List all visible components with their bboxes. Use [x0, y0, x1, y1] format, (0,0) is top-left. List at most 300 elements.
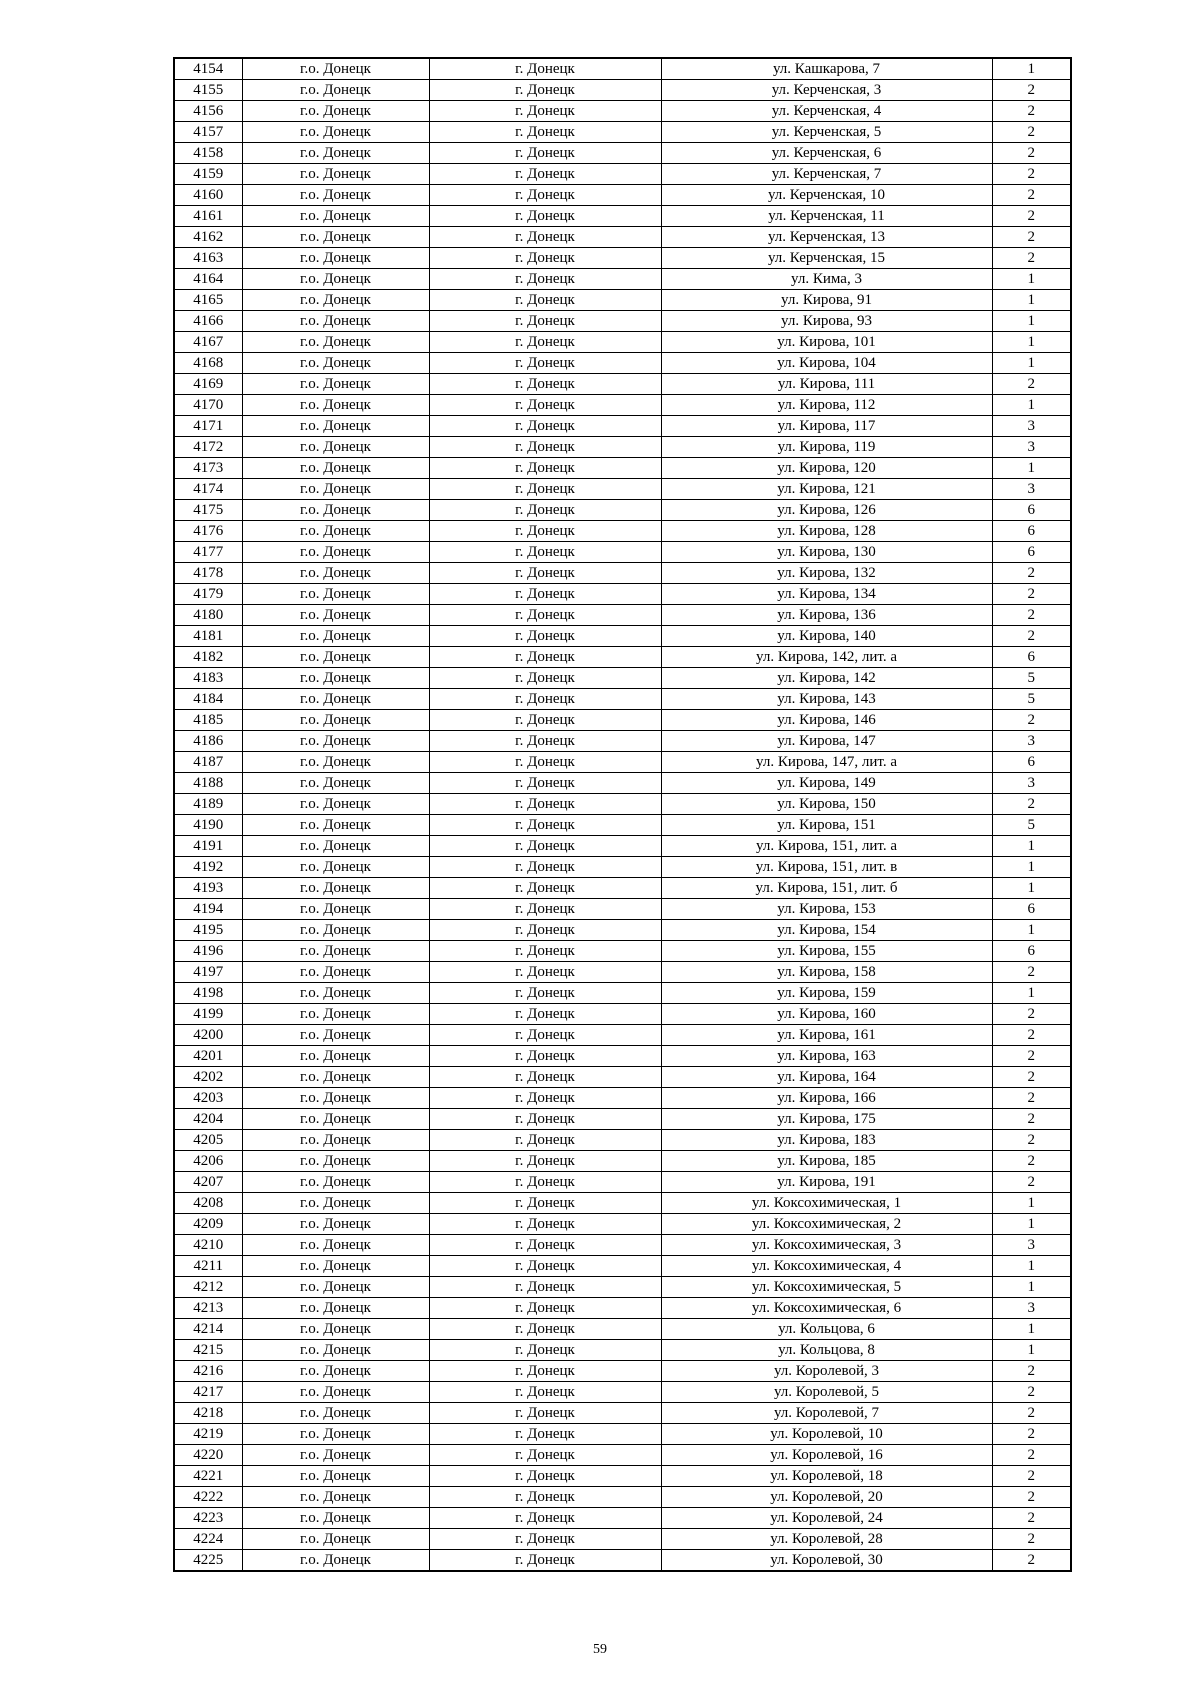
row-number-cell: 4199	[174, 1004, 242, 1025]
count-cell: 2	[992, 101, 1071, 122]
address-cell: ул. Королевой, 28	[661, 1529, 992, 1550]
city-cell: г. Донецк	[429, 1298, 661, 1319]
address-cell: ул. Кима, 3	[661, 269, 992, 290]
district-cell: г.о. Донецк	[242, 542, 429, 563]
address-cell: ул. Кирова, 151, лит. б	[661, 878, 992, 899]
table-row	[174, 752, 1071, 773]
address-cell: ул. Кольцова, 6	[661, 1319, 992, 1340]
count-cell: 3	[992, 437, 1071, 458]
address-cell: ул. Кирова, 117	[661, 416, 992, 437]
table-row	[174, 332, 1071, 353]
row-number-cell: 4161	[174, 206, 242, 227]
row-number-cell: 4158	[174, 143, 242, 164]
city-cell: г. Донецк	[429, 206, 661, 227]
address-cell: ул. Кирова, 91	[661, 290, 992, 311]
count-cell: 2	[992, 248, 1071, 269]
count-cell: 2	[992, 1004, 1071, 1025]
city-cell: г. Донецк	[429, 1193, 661, 1214]
address-cell: ул. Кирова, 101	[661, 332, 992, 353]
city-cell: г. Донецк	[429, 920, 661, 941]
count-cell: 2	[992, 185, 1071, 206]
city-cell: г. Донецк	[429, 185, 661, 206]
count-cell: 1	[992, 983, 1071, 1004]
address-cell: ул. Королевой, 5	[661, 1382, 992, 1403]
row-number-cell: 4172	[174, 437, 242, 458]
city-cell: г. Донецк	[429, 1382, 661, 1403]
city-cell: г. Донецк	[429, 647, 661, 668]
address-cell: ул. Кирова, 153	[661, 899, 992, 920]
count-cell: 2	[992, 143, 1071, 164]
address-cell: ул. Кирова, 136	[661, 605, 992, 626]
city-cell: г. Донецк	[429, 1340, 661, 1361]
address-cell: ул. Королевой, 3	[661, 1361, 992, 1382]
row-number-cell: 4177	[174, 542, 242, 563]
count-cell: 2	[992, 962, 1071, 983]
table-row	[174, 689, 1071, 710]
row-number-cell: 4216	[174, 1361, 242, 1382]
count-cell: 3	[992, 731, 1071, 752]
address-cell: ул. Кирова, 150	[661, 794, 992, 815]
district-cell: г.о. Донецк	[242, 1487, 429, 1508]
address-cell: ул. Коксохимическая, 5	[661, 1277, 992, 1298]
district-cell: г.о. Донецк	[242, 584, 429, 605]
row-number-cell: 4205	[174, 1130, 242, 1151]
city-cell: г. Донецк	[429, 374, 661, 395]
city-cell: г. Донецк	[429, 857, 661, 878]
district-cell: г.о. Донецк	[242, 878, 429, 899]
address-cell: ул. Кирова, 142, лит. а	[661, 647, 992, 668]
row-number-cell: 4208	[174, 1193, 242, 1214]
district-cell: г.о. Донецк	[242, 395, 429, 416]
district-cell: г.о. Донецк	[242, 458, 429, 479]
table-row	[174, 101, 1071, 122]
row-number-cell: 4206	[174, 1151, 242, 1172]
city-cell: г. Донецк	[429, 122, 661, 143]
city-cell: г. Донецк	[429, 878, 661, 899]
table-row	[174, 1004, 1071, 1025]
table-row	[174, 962, 1071, 983]
count-cell: 6	[992, 521, 1071, 542]
district-cell: г.о. Донецк	[242, 1193, 429, 1214]
address-cell: ул. Королевой, 10	[661, 1424, 992, 1445]
district-cell: г.о. Донецк	[242, 248, 429, 269]
table-row	[174, 1340, 1071, 1361]
city-cell: г. Донецк	[429, 752, 661, 773]
district-cell: г.о. Донецк	[242, 731, 429, 752]
city-cell: г. Донецк	[429, 941, 661, 962]
count-cell: 1	[992, 1193, 1071, 1214]
district-cell: г.о. Донецк	[242, 647, 429, 668]
row-number-cell: 4186	[174, 731, 242, 752]
city-cell: г. Донецк	[429, 1277, 661, 1298]
district-cell: г.о. Донецк	[242, 920, 429, 941]
address-cell: ул. Кирова, 154	[661, 920, 992, 941]
table-row	[174, 1298, 1071, 1319]
row-number-cell: 4173	[174, 458, 242, 479]
count-cell: 1	[992, 857, 1071, 878]
table-row	[174, 416, 1071, 437]
row-number-cell: 4165	[174, 290, 242, 311]
address-cell: ул. Кирова, 146	[661, 710, 992, 731]
count-cell: 2	[992, 206, 1071, 227]
district-cell: г.о. Донецк	[242, 941, 429, 962]
district-cell: г.о. Донецк	[242, 290, 429, 311]
row-number-cell: 4193	[174, 878, 242, 899]
table-row	[174, 458, 1071, 479]
address-cell: ул. Кирова, 132	[661, 563, 992, 584]
city-cell: г. Донецк	[429, 416, 661, 437]
city-cell: г. Донецк	[429, 1067, 661, 1088]
row-number-cell: 4220	[174, 1445, 242, 1466]
count-cell: 2	[992, 164, 1071, 185]
city-cell: г. Донецк	[429, 290, 661, 311]
address-cell: ул. Кирова, 185	[661, 1151, 992, 1172]
count-cell: 6	[992, 500, 1071, 521]
count-cell: 2	[992, 122, 1071, 143]
city-cell: г. Донецк	[429, 437, 661, 458]
page-number: 59	[593, 1642, 607, 1657]
district-cell: г.о. Донецк	[242, 1088, 429, 1109]
city-cell: г. Донецк	[429, 1256, 661, 1277]
district-cell: г.о. Донецк	[242, 710, 429, 731]
address-cell: ул. Кирова, 134	[661, 584, 992, 605]
count-cell: 1	[992, 458, 1071, 479]
address-cell: ул. Кирова, 112	[661, 395, 992, 416]
row-number-cell: 4155	[174, 80, 242, 101]
district-cell: г.о. Донецк	[242, 374, 429, 395]
city-cell: г. Донецк	[429, 626, 661, 647]
city-cell: г. Донецк	[429, 1424, 661, 1445]
address-cell: ул. Коксохимическая, 3	[661, 1235, 992, 1256]
city-cell: г. Донецк	[429, 143, 661, 164]
row-number-cell: 4187	[174, 752, 242, 773]
district-cell: г.о. Донецк	[242, 1319, 429, 1340]
table-row	[174, 1067, 1071, 1088]
count-cell: 2	[992, 1382, 1071, 1403]
city-cell: г. Донецк	[429, 1319, 661, 1340]
address-cell: ул. Коксохимическая, 4	[661, 1256, 992, 1277]
row-number-cell: 4169	[174, 374, 242, 395]
table-row	[174, 1382, 1071, 1403]
count-cell: 2	[992, 1529, 1071, 1550]
city-cell: г. Донецк	[429, 1403, 661, 1424]
table-row	[174, 1130, 1071, 1151]
table-row	[174, 878, 1071, 899]
city-cell: г. Донецк	[429, 1487, 661, 1508]
address-cell: ул. Кирова, 183	[661, 1130, 992, 1151]
address-cell: ул. Кирова, 163	[661, 1046, 992, 1067]
count-cell: 6	[992, 542, 1071, 563]
city-cell: г. Донецк	[429, 983, 661, 1004]
row-number-cell: 4167	[174, 332, 242, 353]
table-row	[174, 1529, 1071, 1550]
table-row	[174, 1025, 1071, 1046]
city-cell: г. Донецк	[429, 311, 661, 332]
row-number-cell: 4189	[174, 794, 242, 815]
city-cell: г. Донецк	[429, 1361, 661, 1382]
row-number-cell: 4192	[174, 857, 242, 878]
row-number-cell: 4194	[174, 899, 242, 920]
table-row	[174, 857, 1071, 878]
count-cell: 2	[992, 1550, 1071, 1572]
count-cell: 2	[992, 1025, 1071, 1046]
city-cell: г. Донецк	[429, 164, 661, 185]
count-cell: 2	[992, 584, 1071, 605]
city-cell: г. Донецк	[429, 1445, 661, 1466]
table-row	[174, 1550, 1071, 1572]
district-cell: г.о. Донецк	[242, 1109, 429, 1130]
count-cell: 1	[992, 1277, 1071, 1298]
count-cell: 2	[992, 1088, 1071, 1109]
address-cell: ул. Кирова, 121	[661, 479, 992, 500]
address-cell: ул. Керченская, 10	[661, 185, 992, 206]
count-cell: 2	[992, 1466, 1071, 1487]
city-cell: г. Донецк	[429, 1088, 661, 1109]
table-row	[174, 626, 1071, 647]
row-number-cell: 4210	[174, 1235, 242, 1256]
row-number-cell: 4221	[174, 1466, 242, 1487]
address-cell: ул. Кирова, 160	[661, 1004, 992, 1025]
row-number-cell: 4196	[174, 941, 242, 962]
district-cell: г.о. Донецк	[242, 1340, 429, 1361]
city-cell: г. Донецк	[429, 80, 661, 101]
district-cell: г.о. Донецк	[242, 227, 429, 248]
address-cell: ул. Керченская, 15	[661, 248, 992, 269]
district-cell: г.о. Донецк	[242, 752, 429, 773]
row-number-cell: 4157	[174, 122, 242, 143]
table-row	[174, 353, 1071, 374]
city-cell: г. Донецк	[429, 836, 661, 857]
table-row	[174, 122, 1071, 143]
count-cell: 2	[992, 626, 1071, 647]
table-row	[174, 836, 1071, 857]
district-cell: г.о. Донецк	[242, 857, 429, 878]
district-cell: г.о. Донецк	[242, 80, 429, 101]
table-row	[174, 983, 1071, 1004]
count-cell: 3	[992, 416, 1071, 437]
address-cell: ул. Коксохимическая, 2	[661, 1214, 992, 1235]
row-number-cell: 4166	[174, 311, 242, 332]
row-number-cell: 4171	[174, 416, 242, 437]
district-cell: г.о. Донецк	[242, 1361, 429, 1382]
district-cell: г.о. Донецк	[242, 164, 429, 185]
district-cell: г.о. Донецк	[242, 416, 429, 437]
table-row	[174, 1109, 1071, 1130]
district-cell: г.о. Донецк	[242, 479, 429, 500]
count-cell: 1	[992, 290, 1071, 311]
district-cell: г.о. Донецк	[242, 143, 429, 164]
address-cell: ул. Королевой, 7	[661, 1403, 992, 1424]
count-cell: 2	[992, 1046, 1071, 1067]
row-number-cell: 4209	[174, 1214, 242, 1235]
count-cell: 1	[992, 1214, 1071, 1235]
table-row	[174, 80, 1071, 101]
city-cell: г. Донецк	[429, 668, 661, 689]
city-cell: г. Донецк	[429, 1046, 661, 1067]
city-cell: г. Донецк	[429, 710, 661, 731]
row-number-cell: 4207	[174, 1172, 242, 1193]
table-row	[174, 395, 1071, 416]
district-cell: г.о. Донецк	[242, 58, 429, 80]
table-row	[174, 920, 1071, 941]
row-number-cell: 4156	[174, 101, 242, 122]
address-cell: ул. Кирова, 166	[661, 1088, 992, 1109]
count-cell: 2	[992, 563, 1071, 584]
district-cell: г.о. Донецк	[242, 1445, 429, 1466]
district-cell: г.о. Донецк	[242, 185, 429, 206]
table-row	[174, 1214, 1071, 1235]
table-row	[174, 1466, 1071, 1487]
count-cell: 5	[992, 689, 1071, 710]
address-cell: ул. Керченская, 11	[661, 206, 992, 227]
address-cell: ул. Кирова, 143	[661, 689, 992, 710]
table-row	[174, 143, 1071, 164]
city-cell: г. Донецк	[429, 248, 661, 269]
address-cell: ул. Кирова, 155	[661, 941, 992, 962]
row-number-cell: 4222	[174, 1487, 242, 1508]
city-cell: г. Донецк	[429, 479, 661, 500]
address-cell: ул. Кольцова, 8	[661, 1340, 992, 1361]
city-cell: г. Донецк	[429, 542, 661, 563]
city-cell: г. Донецк	[429, 689, 661, 710]
district-cell: г.о. Донецк	[242, 1067, 429, 1088]
count-cell: 5	[992, 815, 1071, 836]
city-cell: г. Донецк	[429, 899, 661, 920]
count-cell: 1	[992, 311, 1071, 332]
row-number-cell: 4224	[174, 1529, 242, 1550]
count-cell: 2	[992, 1424, 1071, 1445]
city-cell: г. Донецк	[429, 1214, 661, 1235]
city-cell: г. Донецк	[429, 563, 661, 584]
district-cell: г.о. Донецк	[242, 1403, 429, 1424]
row-number-cell: 4163	[174, 248, 242, 269]
district-cell: г.о. Донецк	[242, 1130, 429, 1151]
count-cell: 1	[992, 332, 1071, 353]
district-cell: г.о. Донецк	[242, 1529, 429, 1550]
count-cell: 1	[992, 395, 1071, 416]
row-number-cell: 4217	[174, 1382, 242, 1403]
table-row	[174, 1046, 1071, 1067]
row-number-cell: 4168	[174, 353, 242, 374]
city-cell: г. Донецк	[429, 101, 661, 122]
address-cell: ул. Кирова, 140	[661, 626, 992, 647]
table-row	[174, 58, 1071, 80]
district-cell: г.о. Донецк	[242, 1508, 429, 1529]
count-cell: 1	[992, 1256, 1071, 1277]
table-row	[174, 1487, 1071, 1508]
address-cell: ул. Кирова, 159	[661, 983, 992, 1004]
address-cell: ул. Керченская, 13	[661, 227, 992, 248]
district-cell: г.о. Донецк	[242, 689, 429, 710]
address-cell: ул. Керченская, 6	[661, 143, 992, 164]
row-number-cell: 4182	[174, 647, 242, 668]
city-cell: г. Донецк	[429, 1508, 661, 1529]
table-row	[174, 248, 1071, 269]
address-cell: ул. Коксохимическая, 6	[661, 1298, 992, 1319]
count-cell: 2	[992, 1109, 1071, 1130]
city-cell: г. Донецк	[429, 1130, 661, 1151]
row-number-cell: 4179	[174, 584, 242, 605]
row-number-cell: 4159	[174, 164, 242, 185]
row-number-cell: 4178	[174, 563, 242, 584]
count-cell: 1	[992, 353, 1071, 374]
count-cell: 2	[992, 227, 1071, 248]
city-cell: г. Донецк	[429, 1172, 661, 1193]
row-number-cell: 4184	[174, 689, 242, 710]
row-number-cell: 4218	[174, 1403, 242, 1424]
count-cell: 1	[992, 920, 1071, 941]
district-cell: г.о. Донецк	[242, 269, 429, 290]
district-cell: г.о. Донецк	[242, 500, 429, 521]
row-number-cell: 4213	[174, 1298, 242, 1319]
district-cell: г.о. Донецк	[242, 1235, 429, 1256]
address-cell: ул. Кирова, 120	[661, 458, 992, 479]
table-row	[174, 605, 1071, 626]
city-cell: г. Донецк	[429, 1529, 661, 1550]
count-cell: 2	[992, 794, 1071, 815]
city-cell: г. Донецк	[429, 395, 661, 416]
row-number-cell: 4219	[174, 1424, 242, 1445]
address-cell: ул. Кирова, 158	[661, 962, 992, 983]
district-cell: г.о. Донецк	[242, 794, 429, 815]
address-cell: ул. Керченская, 5	[661, 122, 992, 143]
city-cell: г. Донецк	[429, 731, 661, 752]
table-row	[174, 794, 1071, 815]
row-number-cell: 4223	[174, 1508, 242, 1529]
table-row	[174, 1361, 1071, 1382]
district-cell: г.о. Донецк	[242, 122, 429, 143]
city-cell: г. Донецк	[429, 794, 661, 815]
table-row	[174, 563, 1071, 584]
row-number-cell: 4215	[174, 1340, 242, 1361]
table-row	[174, 1172, 1071, 1193]
row-number-cell: 4198	[174, 983, 242, 1004]
district-cell: г.о. Донецк	[242, 836, 429, 857]
count-cell: 2	[992, 1487, 1071, 1508]
address-cell: ул. Керченская, 7	[661, 164, 992, 185]
count-cell: 1	[992, 1319, 1071, 1340]
district-cell: г.о. Донецк	[242, 1172, 429, 1193]
address-cell: ул. Кирова, 175	[661, 1109, 992, 1130]
table-row	[174, 269, 1071, 290]
table-row	[174, 521, 1071, 542]
city-cell: г. Донецк	[429, 1004, 661, 1025]
count-cell: 1	[992, 269, 1071, 290]
row-number-cell: 4175	[174, 500, 242, 521]
district-cell: г.о. Донецк	[242, 1151, 429, 1172]
city-cell: г. Донецк	[429, 269, 661, 290]
count-cell: 2	[992, 1151, 1071, 1172]
city-cell: г. Донецк	[429, 815, 661, 836]
district-cell: г.о. Донецк	[242, 605, 429, 626]
address-cell: ул. Керченская, 4	[661, 101, 992, 122]
row-number-cell: 4190	[174, 815, 242, 836]
district-cell: г.о. Донецк	[242, 101, 429, 122]
district-cell: г.о. Донецк	[242, 521, 429, 542]
row-number-cell: 4211	[174, 1256, 242, 1277]
city-cell: г. Донецк	[429, 58, 661, 80]
row-number-cell: 4176	[174, 521, 242, 542]
address-cell: ул. Кирова, 128	[661, 521, 992, 542]
count-cell: 3	[992, 479, 1071, 500]
address-cell: ул. Королевой, 20	[661, 1487, 992, 1508]
row-number-cell: 4154	[174, 58, 242, 80]
city-cell: г. Донецк	[429, 962, 661, 983]
city-cell: г. Донецк	[429, 227, 661, 248]
table-row	[174, 1445, 1071, 1466]
address-cell: ул. Кашкарова, 7	[661, 58, 992, 80]
count-cell: 3	[992, 773, 1071, 794]
